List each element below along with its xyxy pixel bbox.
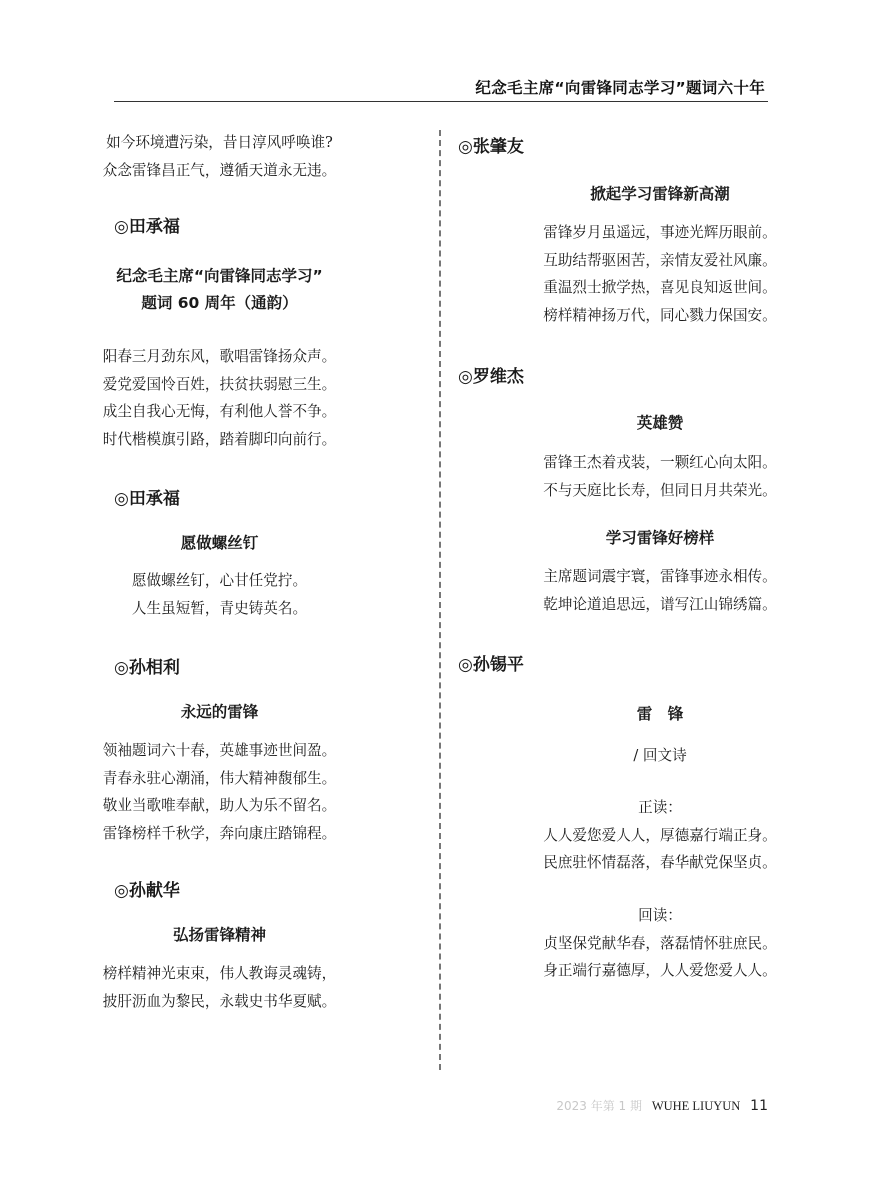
poem-title: [0, 922, 439, 949]
poem-author: ◎孙献华: [114, 881, 180, 901]
poem-line: 雷锋岁月虽遥远，事迹光辉历眼前。: [543, 224, 777, 241]
poem-title: [440, 181, 880, 208]
poem-title-line: 学习雷锋好榜样: [605, 529, 715, 547]
poem-section: [440, 794, 880, 877]
poem-line: 敬业当歌唯奉献，助人为乐不留名。: [102, 797, 337, 814]
poem-line: 阳春三月劲东风，歌唱雷锋扬众声。: [102, 348, 337, 365]
poem-line: 如今环境遭污染，昔日淳风呼唤谁?: [106, 134, 333, 151]
poem-line: 贞坚保党献华春，落磊情怀驻庶民。: [543, 934, 777, 952]
poem-subtitle: / 回文诗: [633, 747, 687, 764]
poem-title-line: 题词 60 周年（通韵）: [141, 294, 298, 312]
poem-title-line: 雷 锋: [636, 705, 684, 723]
poem-title: [440, 410, 880, 437]
poem-title: [440, 701, 880, 728]
poem-title-line: 愿做螺丝钉: [180, 534, 259, 552]
poem-body: [440, 563, 880, 618]
poem-line: 乾坤论道追思远，谱写江山锦绣篇。: [543, 595, 777, 613]
poem-title: [0, 530, 439, 557]
section-label: 正读：: [638, 799, 682, 816]
poem-author: ◎张肇友: [458, 137, 524, 157]
poem-body: [440, 219, 880, 329]
running-header-title: 纪念毛主席“向雷锋同志学习”题词六十年: [475, 79, 765, 97]
poem-line: 人人爱您爱人人，厚德嘉行端正身。: [543, 826, 777, 844]
poem-body: [0, 343, 439, 453]
poem-title-line: 弘扬雷锋精神: [172, 926, 266, 944]
poem-line: 重温烈士掀学热，喜见良知返世间。: [543, 279, 777, 296]
poem-title-line: 纪念毛主席“向雷锋同志学习”: [116, 267, 323, 285]
poem-title-line: 掀起学习雷锋新高潮: [590, 185, 730, 203]
poem-line: 雷锋王杰着戎装，一颗红心向太阳。: [543, 454, 777, 471]
poem-line: 披肝沥血为黎民，永载史书华夏赋。: [102, 992, 337, 1010]
poem-line: 互助结帮驱困苦，亲情友爱社风廉。: [543, 251, 777, 269]
issue-label: 2023 年第 1 期: [556, 1099, 642, 1113]
poem-line: 民庶驻怀情磊落，春华献党保坚贞。: [543, 854, 777, 871]
poem-line: 时代楷模旗引路，踏着脚印向前行。: [102, 430, 337, 448]
poem-line: 榜样精神扬万代，同心戮力保国安。: [543, 306, 777, 324]
page-footer: [556, 1097, 768, 1114]
poem-line: 青春永驻心潮涌，伟大精神馥郁生。: [102, 769, 337, 787]
poem-line: 人生虽短暂，青史铸英名。: [131, 599, 308, 617]
poem-section: [440, 902, 880, 985]
poem-line: 成尘自我心无悔，有利他人誉不争。: [102, 403, 337, 420]
poem-line: 领袖题词六十春，英雄事迹世间盈。: [102, 742, 337, 759]
poem-body: [0, 737, 439, 847]
page-number: 11: [750, 1098, 768, 1114]
poem-body: [440, 449, 880, 504]
poem-line: 爱党爱国怜百姓，扶贫扶弱慰三生。: [102, 375, 337, 393]
poem-line: 身正端行嘉德厚，人人爱您爱人人。: [543, 962, 777, 979]
magazine-name: WUHE LIUYUN: [651, 1099, 741, 1113]
poem-line: 不与天庭比长寿，但同日月共荣光。: [543, 481, 777, 499]
poem-line: 众念雷锋昌正气，遵循天道永无违。: [102, 161, 337, 179]
poem-title-line: 英雄赞: [636, 414, 684, 432]
poem-line: 雷锋榜样千秋学，奔向康庄踏锦程。: [102, 824, 337, 842]
poem-title: [0, 263, 439, 317]
poem-body: [0, 567, 439, 622]
poem-body: [0, 960, 439, 1015]
poem-line: 愿做螺丝钉，心甘任党拧。: [131, 572, 308, 589]
poem-author: ◎罗维杰: [458, 367, 524, 387]
poem-author: ◎孙锡平: [458, 655, 524, 675]
poem-author: ◎田承福: [114, 489, 180, 509]
continued-poem: [0, 129, 439, 184]
poem-title-line: 永远的雷锋: [180, 703, 259, 721]
poem-line: 榜样精神光束束，伟人教诲灵魂铸，: [102, 965, 337, 982]
poem-author: ◎田承福: [114, 217, 180, 237]
header-rule: [114, 101, 768, 102]
poem-title: [0, 699, 439, 726]
section-label: 回读：: [638, 907, 682, 924]
poem-title: [440, 525, 880, 552]
poem-author: ◎孙相利: [114, 658, 180, 678]
poem-line: 主席题词震宇寰，雷锋事迹永相传。: [543, 568, 777, 585]
